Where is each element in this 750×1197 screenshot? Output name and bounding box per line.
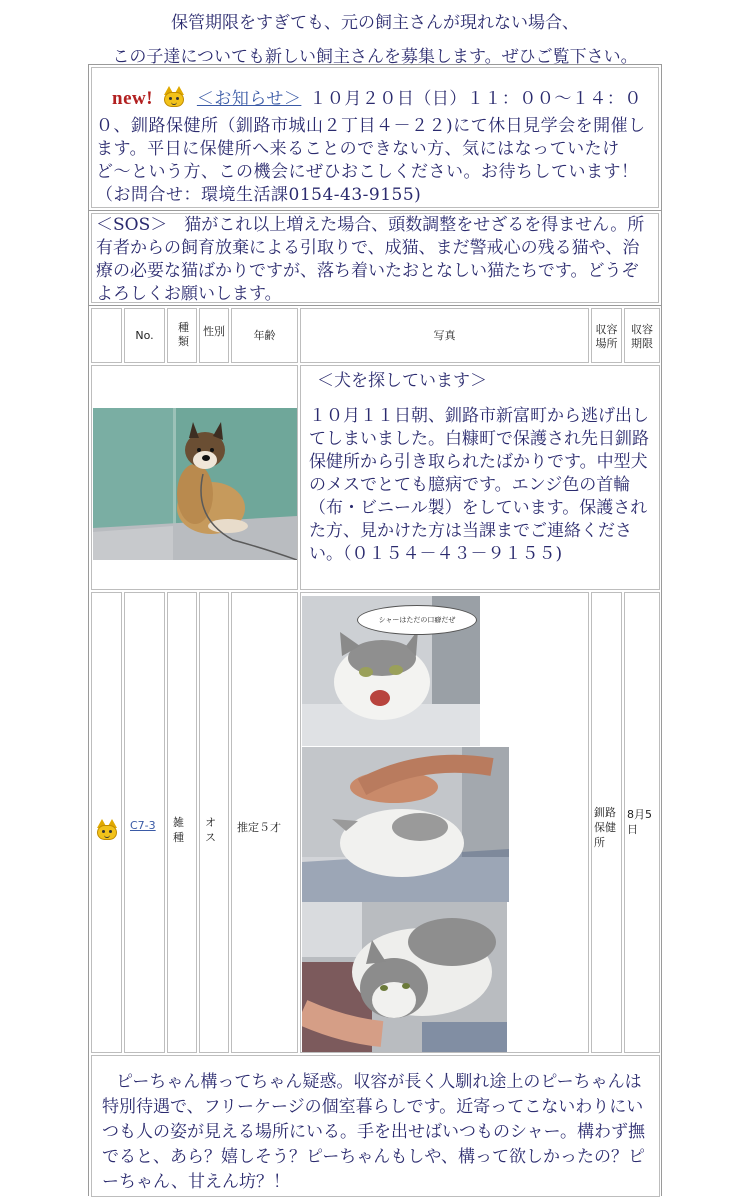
intro-line-1: 保管期限をすぎても、元の飼主さんが現れない場合、 [171,13,579,33]
cat-face-icon [96,819,118,841]
header-no: No. [124,308,165,363]
new-badge: new! [112,88,154,109]
speech-bubble-text: シャーはただの口癖だぜ [378,616,456,624]
cat-sex: オス [199,592,229,1053]
cat-location: 釧路保健所 [591,592,622,1053]
cat-photos-cell [300,592,589,1053]
notice-box [88,64,662,211]
header-sex: 性別 [199,308,229,363]
header-period: 収容期限 [624,308,660,363]
header-type: 種類 [167,308,197,363]
intro-line-2: この子達についても新しい飼主さんを募集します。ぜひご覧下さい。 [112,47,638,67]
header-location: 収容場所 [591,308,622,363]
notice-link[interactable]: ＜お知らせ＞ [196,89,302,109]
notice-content [91,67,659,208]
header-blank [91,308,122,363]
lost-dog-text: １０月１１日朝、釧路市新富町から逃げ出してしまいました。白糠町で保護され先日釧路保健所から引き取られたばかりです。中型犬のメスでとても臆病です。エンジ色の首輪（布・ビニール製）をしています。保護された方、見かけた方は当課までご連絡ください。（０１５４－４３－９１５５) [309,406,649,564]
cat-type: 雑種 [167,592,197,1053]
cat-photo-2 [302,747,509,902]
header-photo: 写真 [300,308,589,363]
cat-age: 推定５才 [231,592,298,1053]
lost-dog-title: ＜犬を探しています＞ [317,371,487,391]
lost-dog-cell [300,365,660,590]
speech-bubble [357,605,477,635]
notice-text: １０月２０日（日）１１：００〜１４：００、釧路保健所（釧路市城山２丁目４－２２)にて休日見学会を開催します。平日に保健所へ来ることのできない方、気にはなっていたけど〜という方、この機会にぜひおこしください。お待ちしています！（お問合せ：環境生活課0154-43-9155) [96,89,646,205]
animal-table [88,305,662,1196]
cat-photo-3 [302,902,507,1052]
sos-box [88,210,662,306]
sos-text: ＜SOS＞ 猫がこれ以上増えた場合、頭数調整をせざるを得ません。所有者からの飼育放棄による引取りで、成猫、まだ警戒心の残る猫や、治療の必要な猫ばかりですが、落ち着いたおとなしい猫たちです。どうぞよろしくお願いします。 [91,213,659,303]
header-age: 年齢 [231,308,298,363]
cat-no-link[interactable]: C7-3 [130,819,156,832]
cat-no-cell [124,592,165,1053]
cat-face-icon [163,86,185,115]
cat-period: 8月5日 [624,592,660,1053]
dog-photo [93,408,297,560]
cat-icon-cell [91,592,122,1053]
dog-photo-cell [91,365,298,590]
cat-description: ピーちゃん構ってちゃん疑惑。収容が長く人馴れ途上のピーちゃんは特別待遇で、フリーケージの個室暮らしです。近寄ってこないわりにいつも人の姿が見える場所にいる。手を出せばいつものシャー。構わず撫でると、あら？嬉しそう？ピーちゃんもしや、構って欲しかったの？ピーちゃん、甘えん坊？！ [91,1055,660,1197]
